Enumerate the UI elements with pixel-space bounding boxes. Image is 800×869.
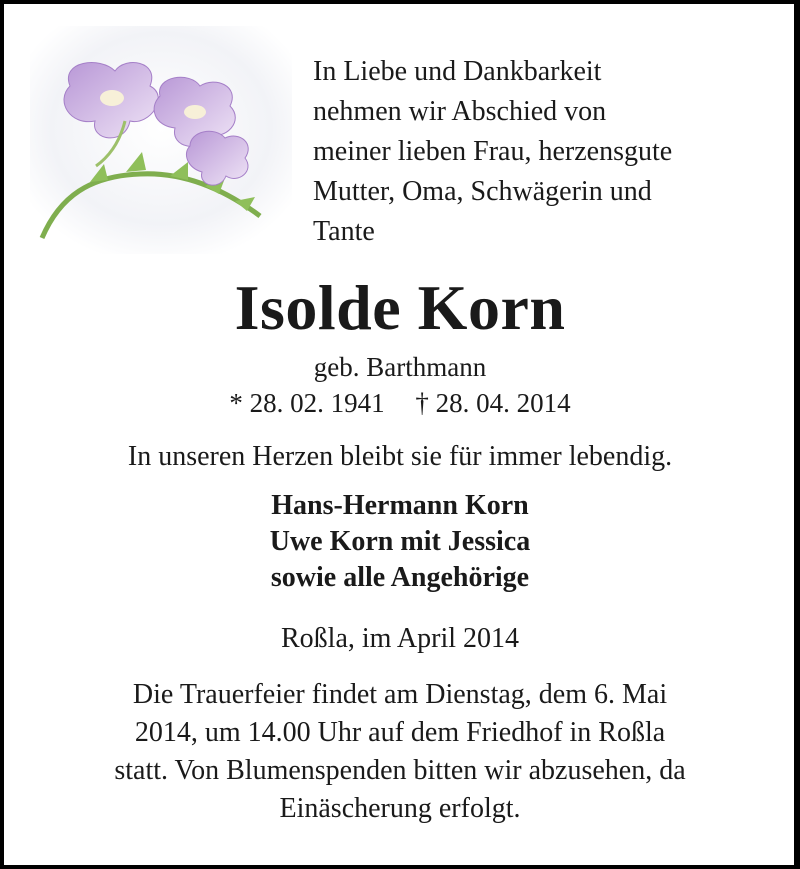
life-dates — [0, 386, 800, 420]
intro-line: nehmen wir Abschied von — [313, 96, 607, 127]
intro-line: Tante — [313, 216, 375, 247]
freesia-flower-image — [30, 26, 292, 254]
place-date: Roßla, im April 2014 — [281, 623, 519, 654]
birth-date: * 28. 02. 1941 — [229, 388, 385, 418]
funeral-notice — [40, 676, 760, 828]
motto: In unseren Herzen bleibt sie für immer lebendig. — [127, 441, 673, 472]
deceased-name: Isolde Korn — [234, 272, 566, 343]
intro-line: Mutter, Oma, Schwägerin und — [313, 176, 652, 207]
notice-line: statt. Von Blumenspenden bitten wir abzusehen, da — [114, 755, 686, 786]
intro-line: meiner lieben Frau, herzensgute — [313, 136, 673, 167]
notice-line: 2014, um 14.00 Uhr auf dem Friedhof in Roßla — [134, 717, 666, 748]
notice-line: Die Trauerfeier findet am Dienstag, dem 6. Mai — [132, 679, 668, 710]
notice-line: Einäscherung erfolgt. — [279, 793, 521, 824]
mourner: sowie alle Angehörige — [270, 562, 530, 593]
birth-name: geb. Barthmann — [313, 352, 487, 382]
intro-text — [313, 52, 746, 252]
intro-line: In Liebe und Dankbarkeit — [313, 56, 602, 87]
mourner: Hans-Hermann Korn — [271, 490, 529, 521]
death-date: † 28. 04. 2014 — [415, 388, 571, 418]
mourners-list — [0, 488, 800, 596]
mourner: Uwe Korn mit Jessica — [269, 526, 531, 557]
